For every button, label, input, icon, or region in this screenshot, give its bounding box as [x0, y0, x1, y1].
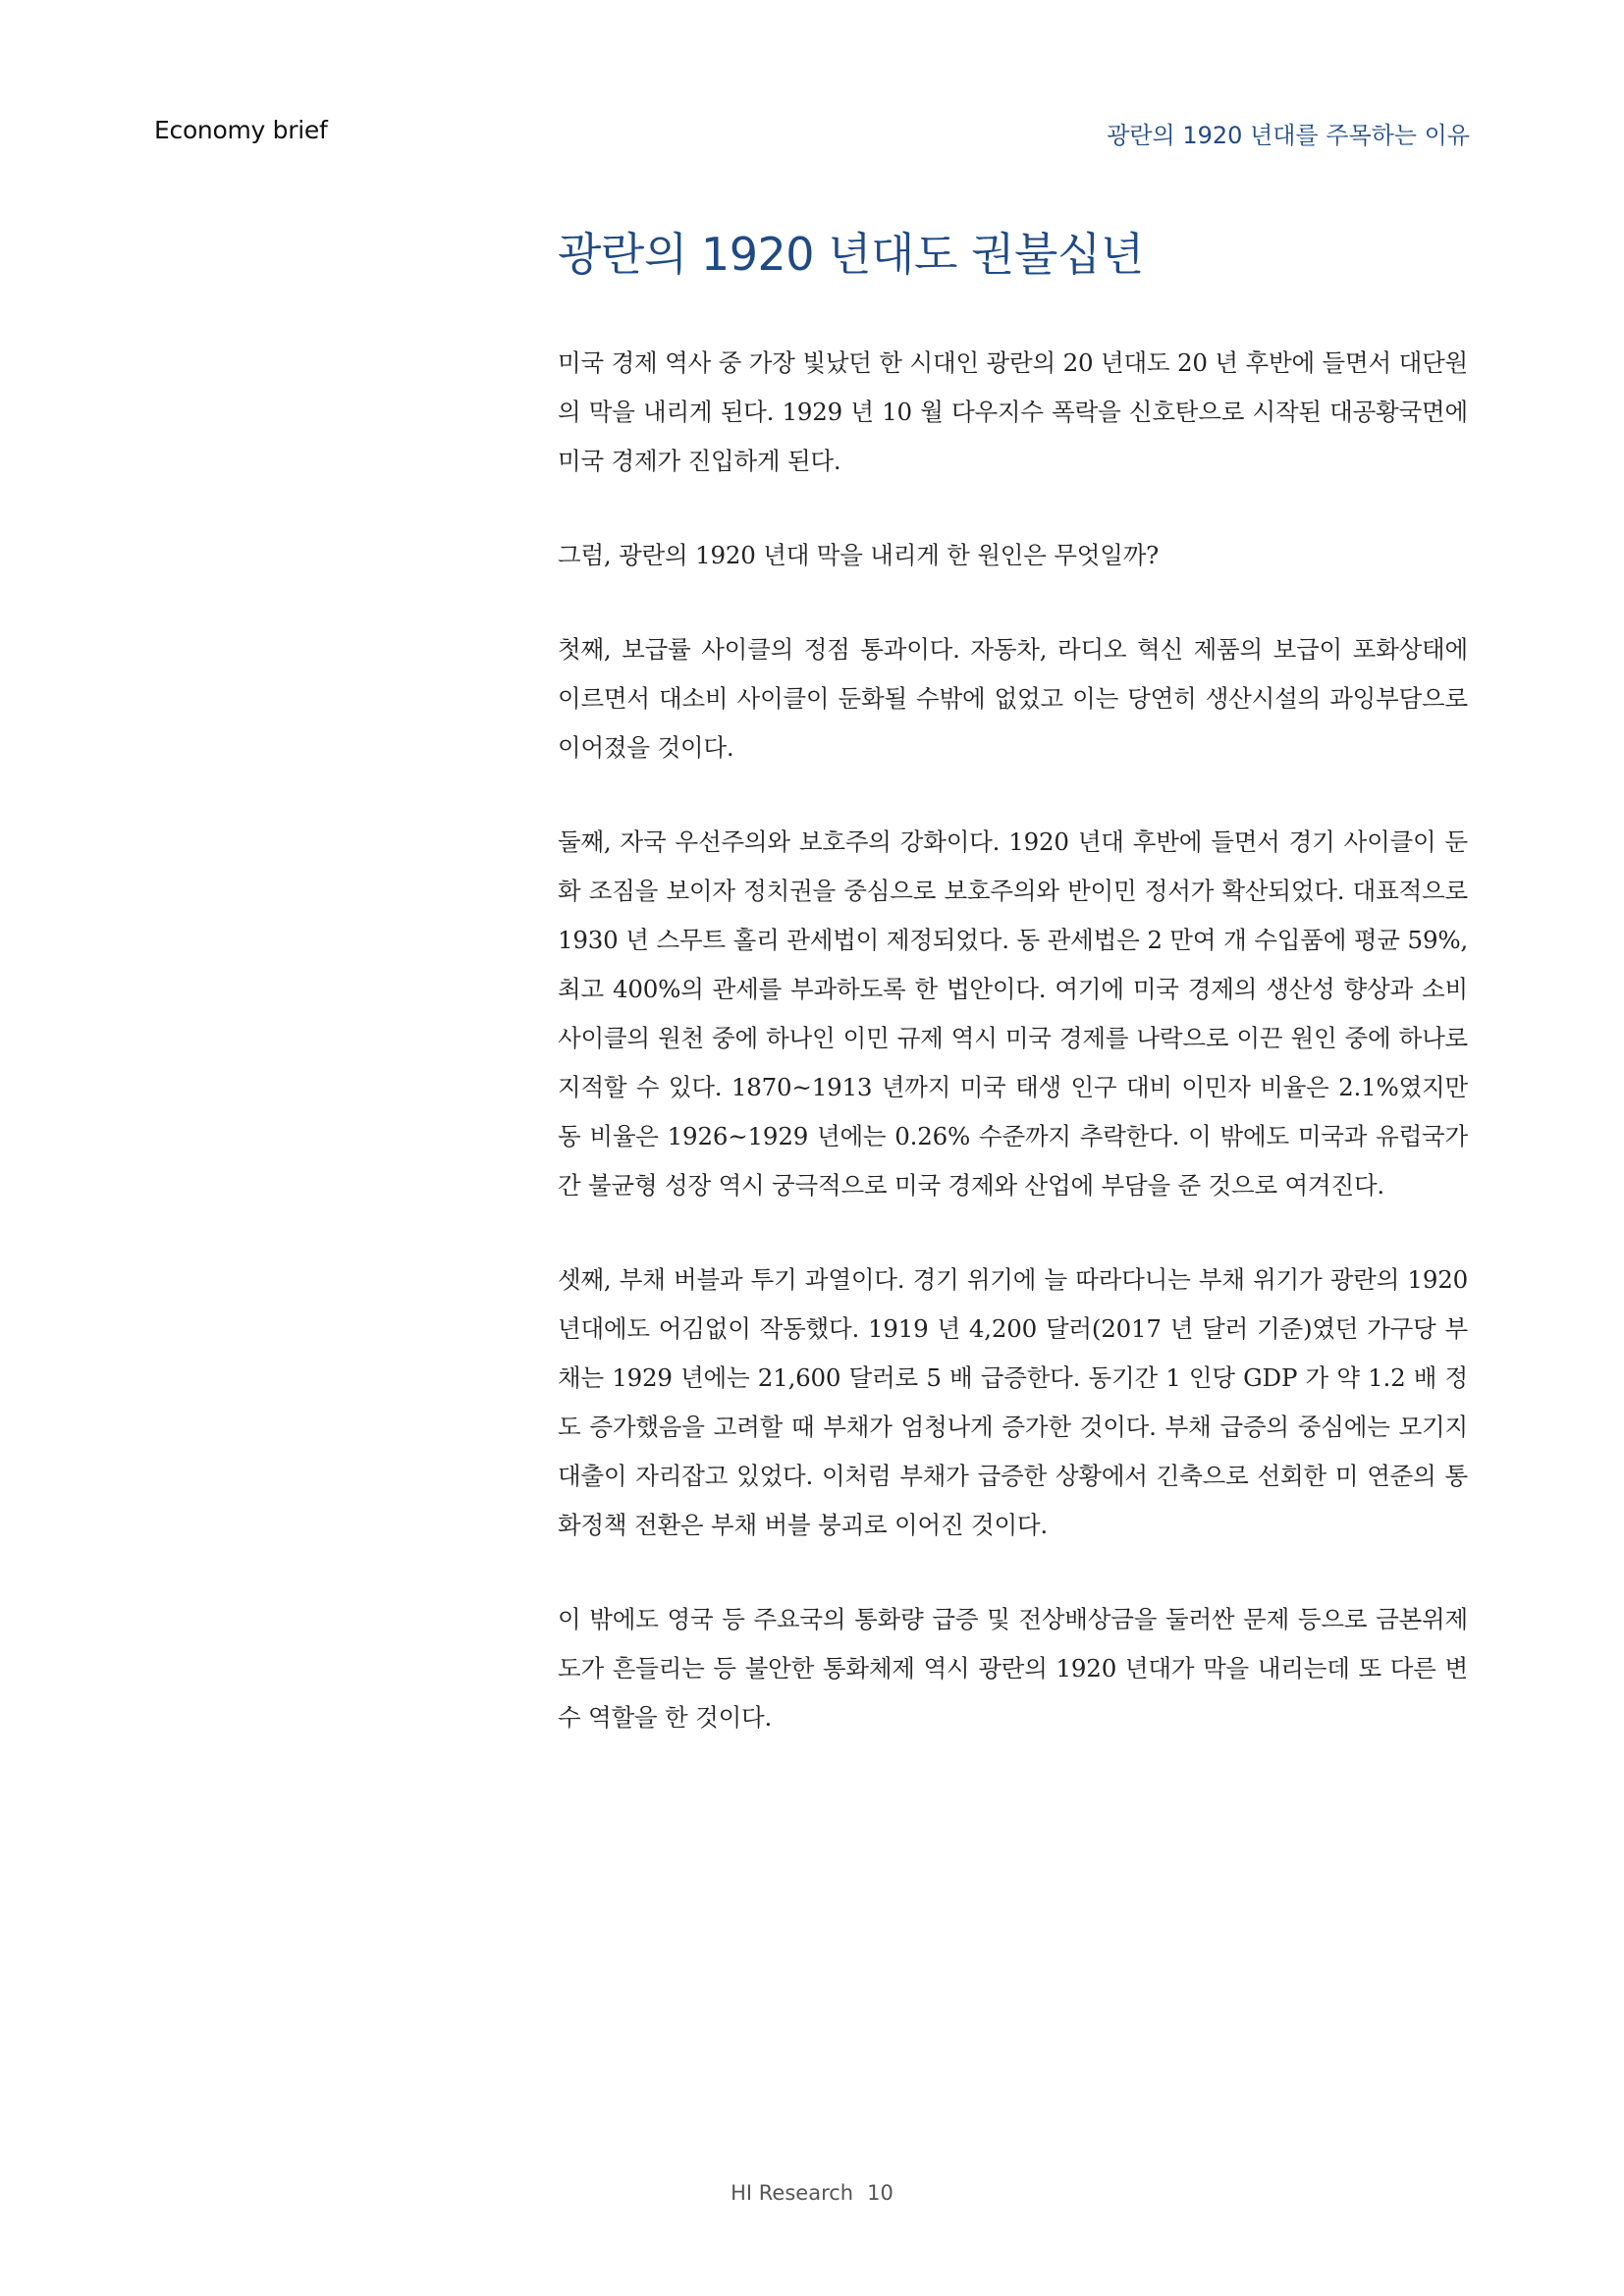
paragraph-first-cause: 첫째, 보급률 사이클의 정점 통과이다. 자동차, 라디오 혁신 제품의 보급이 포화상태에 이르면서 대소비 사이클이 둔화될 수밖에 없었고 이는 당연히 생산시설의 과잉부담으로 이어졌을 것이다. — [558, 635, 1468, 763]
article-title: 광란의 1920 년대도 권불십년 — [558, 228, 1144, 281]
paragraph-intro: 미국 경제 역사 중 가장 빛났던 한 시대인 광란의 20 년대도 20 년 후반에 들면서 대단원의 막을 내리게 된다. 1929 년 10 월 다우지수 폭락을 신호탄으로 시작된 대공황국면에 미국 경제가 진입하게 된다. — [558, 348, 1468, 476]
page-number: 10 — [867, 2181, 893, 2205]
paragraph-second-cause: 둘째, 자국 우선주의와 보호주의 강화이다. 1920 년대 후반에 들면서 경기 사이클이 둔화 조짐을 보이자 정치권을 중심으로 보호주의와 반이민 정서가 확산되었다. 대표적으로 1930 년 스무트 홀리 관세법이 제정되었다. 동 관세법은 2 만여 개 수입품에 평균 59%, 최고 400%의 관세를 부과하도록 한 법안이다. 여기에 미국 경제의 생산성 향상과 소비사이클의 원천 중에 하나인 이민 규제 역시 미국 경제를 나락으로 이끈 원인 중에 하나로 지적할 수 있다. 1870~1913 년까지 미국 태생 인구 대비 이민자 비율은 2.1%였지만 동 비율은 1926~1929 년에는 0.26% 수준까지 추락한다. 이 밖에도 미국과 유럽국가 간 불균형 성장 역시 궁극적으로 미국 경제와 산업에 부담을 준 것으로 여겨진다. — [558, 828, 1468, 1201]
paragraph-third-cause: 셋째, 부채 버블과 투기 과열이다. 경기 위기에 늘 따라다니는 부채 위기가 광란의 1920 년대에도 어김없이 작동했다. 1919 년 4,200 달러(2017 년 달러 기준)였던 가구당 부채는 1929 년에는 21,600 달러로 5 배 급증한다. 동기간 1 인당 GDP 가 약 1.2 배 정도 증가했음을 고려할 때 부채가 엄청나게 증가한 것이다. 부채 급증의 중심에는 모기지 대출이 자리잡고 있었다. 이처럼 부채가 급증한 상황에서 긴축으로 선회한 미 연준의 통화정책 전환은 부채 버블 붕괴로 이어진 것이다. — [558, 1265, 1468, 1540]
header-brand: Economy brief — [154, 116, 328, 144]
paragraph-other-factors: 이 밖에도 영국 등 주요국의 통화량 급증 및 전상배상금을 둘러싼 문제 등으로 금본위제도가 흔들리는 등 불안한 통화체제 역시 광란의 1920 년대가 막을 내리는데 또 다른 변수 역할을 한 것이다. — [558, 1605, 1468, 1733]
article — [558, 228, 1468, 1788]
header-section-title: 광란의 1920 년대를 주목하는 이유 — [1107, 122, 1470, 149]
page-footer — [0, 2181, 1624, 2205]
paragraph-question: 그럼, 광란의 1920 년대 막을 내리게 한 원인은 무엇일까? — [558, 541, 1160, 570]
footer-brand: HI Research — [731, 2181, 854, 2205]
